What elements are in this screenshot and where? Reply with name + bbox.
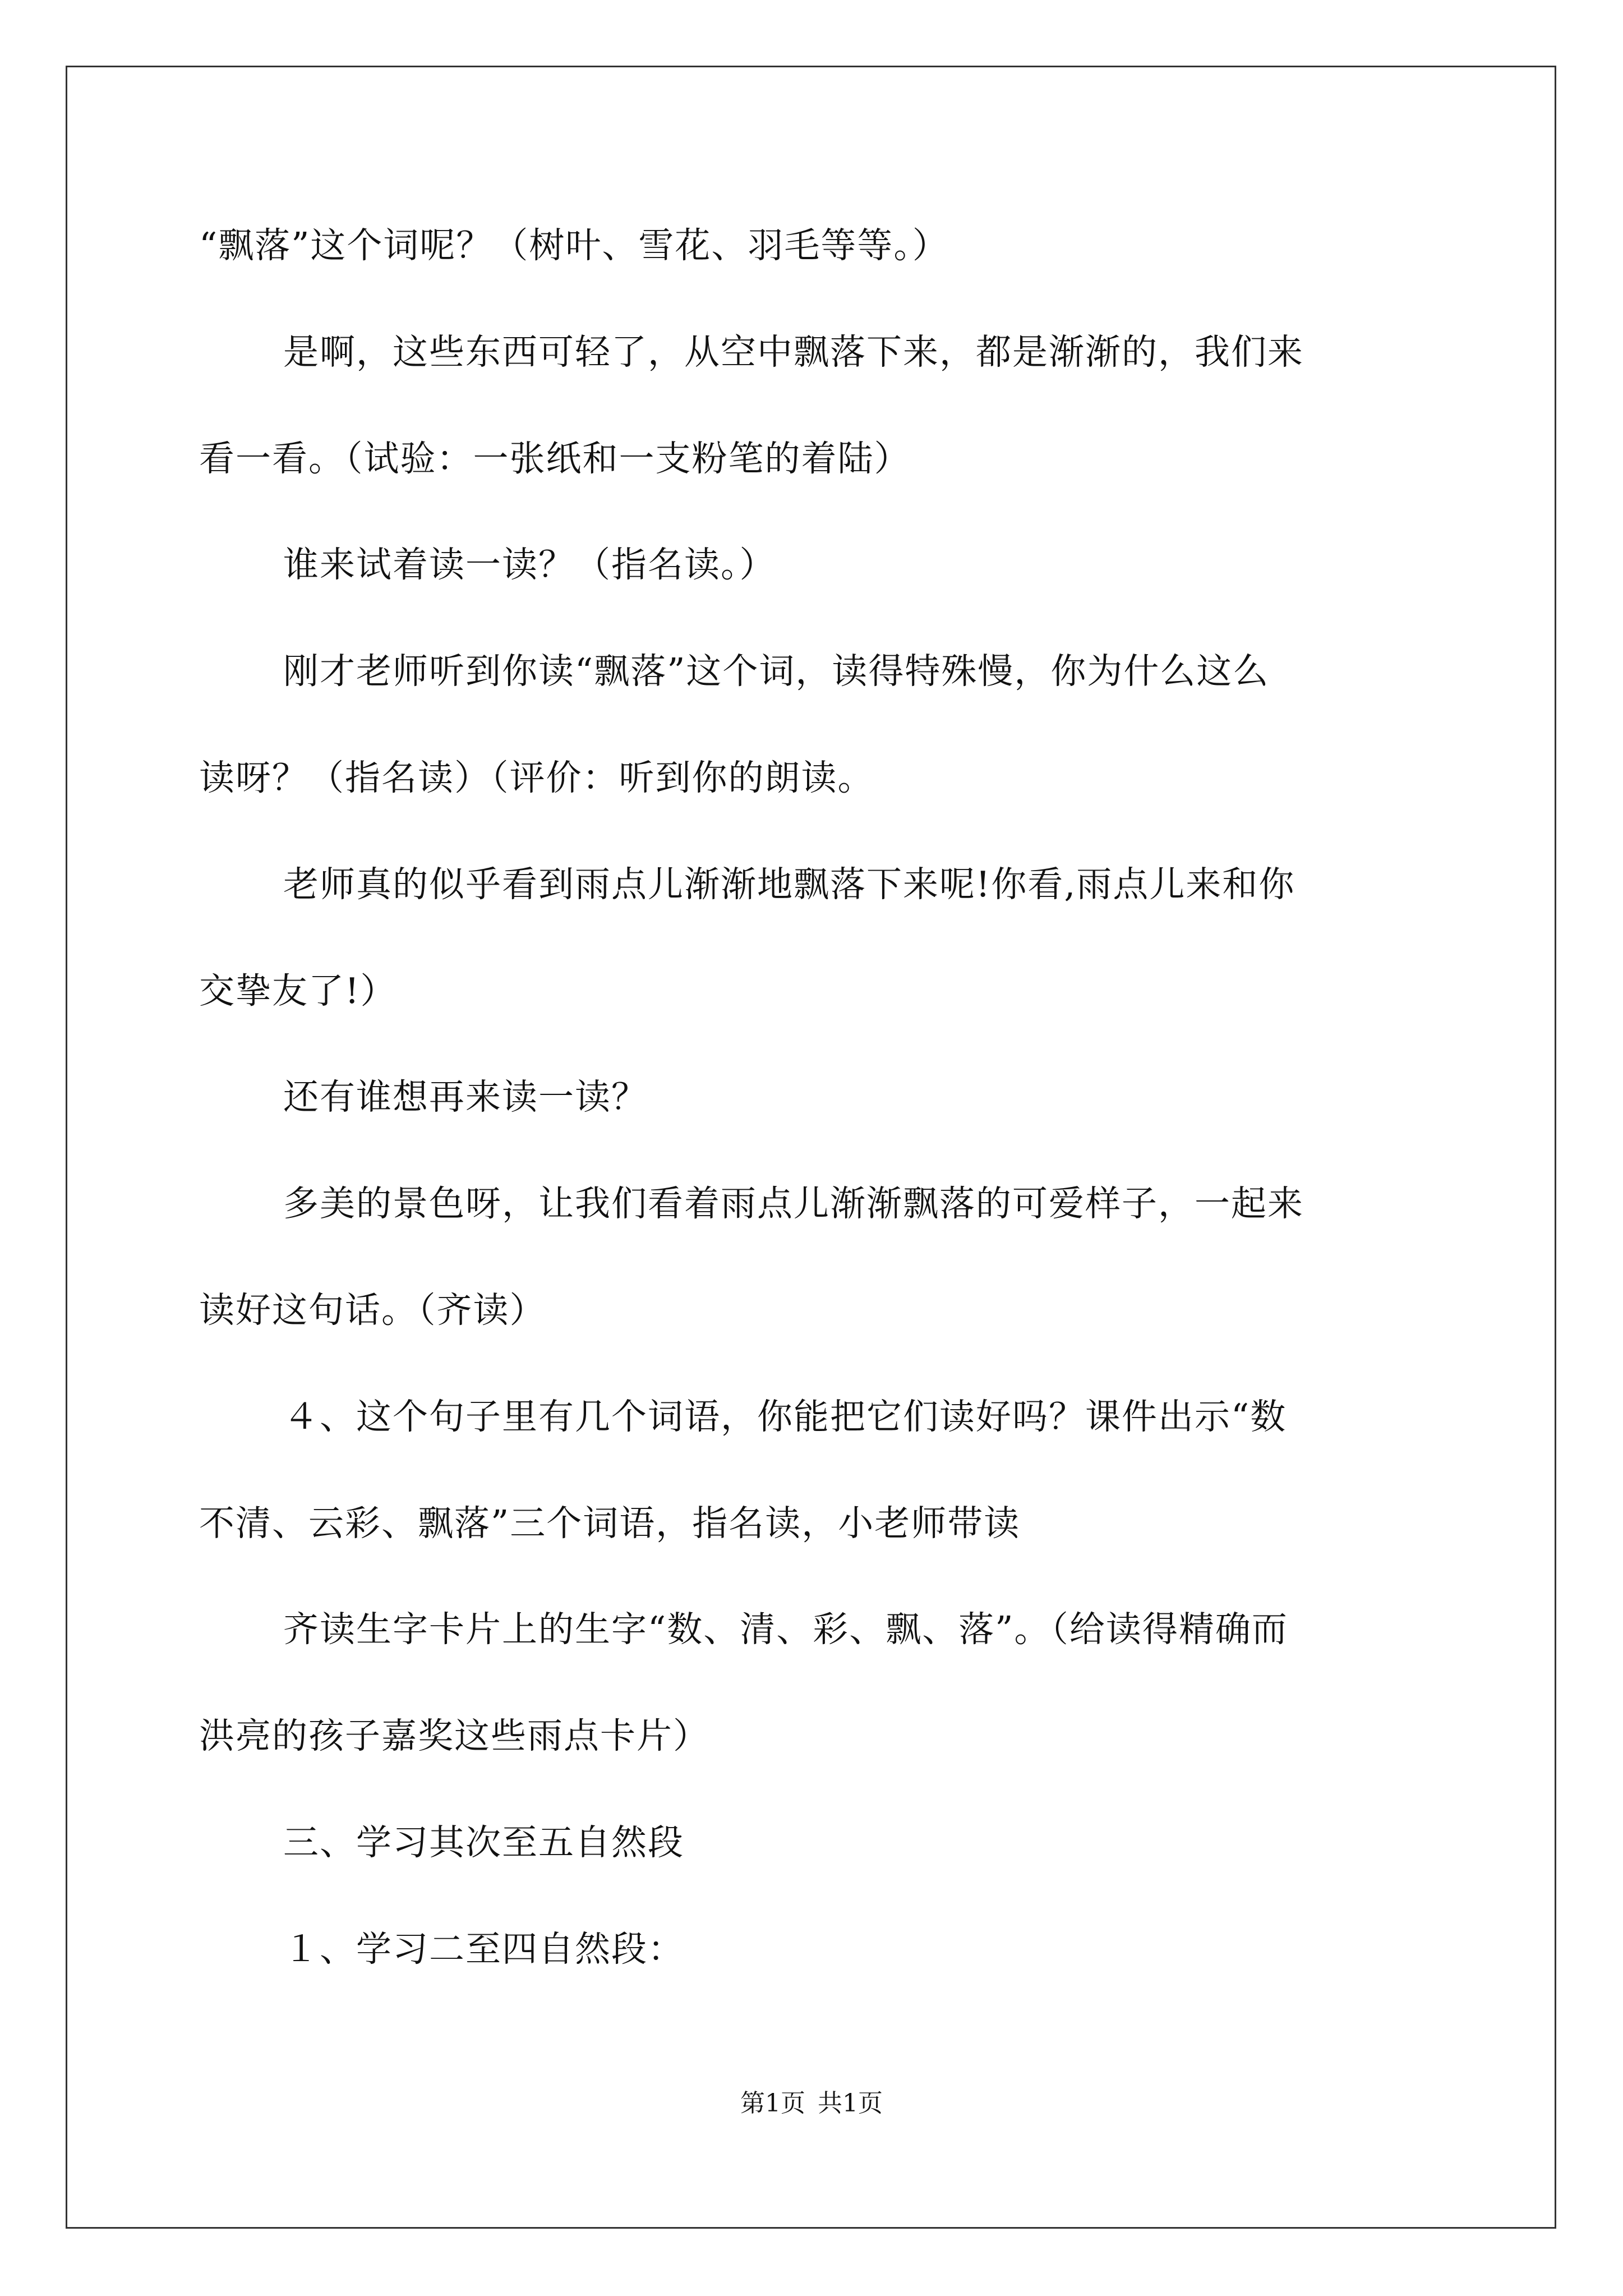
page-total: 共1页 [818,2089,883,2118]
text-line-7: 老师真的似乎看到雨点儿渐渐地飘落下来呢!你看,雨点儿来和你 [283,864,1295,905]
text-line-5: 刚才老师听到你读“飘落”这个词，读得特殊慢，你为什么这么 [283,651,1270,692]
text-line-1: “飘落”这个词呢？（树叶、雪花、羽毛等等。） [199,225,949,266]
text-line-17: １、学习二至四自然段： [283,1929,684,1970]
text-line-13: 不清、云彩、飘落”三个词语，指名读，小老师带读 [199,1503,1021,1544]
text-line-8: 交挚友了!） [199,970,397,1011]
text-line-12: ４、这个句子里有几个词语，你能把它们读好吗？课件出示“数 [283,1396,1287,1437]
page-footer [0,2087,1623,2120]
text-line-9: 还有谁想再来读一读？ [283,1076,648,1117]
text-line-2: 是啊，这些东西可轻了，从空中飘落下来，都是渐渐的，我们来 [283,332,1304,372]
text-line-14: 齐读生字卡片上的生字“数、清、彩、飘、落”。（给读得精确而 [283,1609,1288,1650]
text-line-15: 洪亮的孩子嘉奖这些雨点卡片） [199,1715,709,1756]
text-line-6: 读呀？（指名读）（评价：听到你的朗读。 [199,757,874,798]
text-line-3: 看一看。（试验：一张纸和一支粉笔的着陆） [199,438,911,479]
page-border [66,66,1556,2229]
text-line-10: 多美的景色呀，让我们看着雨点儿渐渐飘落的可爱样子，一起来 [283,1183,1304,1224]
page-number: 第1页 [740,2089,805,2118]
text-line-11: 读好这句话。（齐读） [199,1290,546,1331]
text-line-4: 谁来试着读一读？（指名读。） [283,544,776,585]
text-line-16: 三、学习其次至五自然段 [283,1822,684,1863]
